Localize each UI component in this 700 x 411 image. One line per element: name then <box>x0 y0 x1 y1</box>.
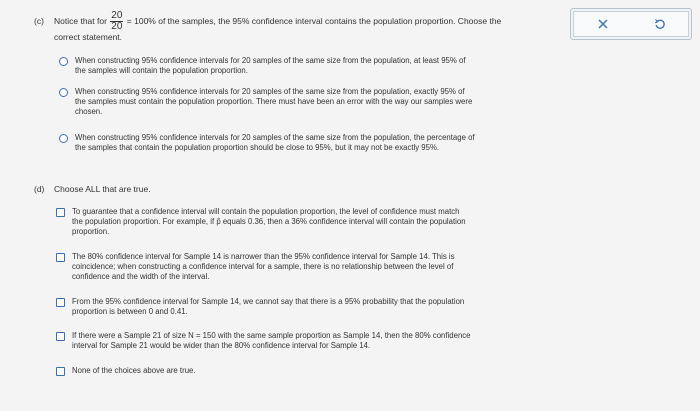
option-line: proportion. <box>72 227 110 236</box>
option-text <box>72 331 471 351</box>
undo-button[interactable] <box>640 13 680 35</box>
option-text <box>75 133 475 153</box>
answer-toolbar <box>570 8 692 40</box>
option-line: When constructing 95% confidence intervals for 20 samples of the same size from the population, the percentage of <box>75 133 475 142</box>
fraction <box>110 11 123 32</box>
part-c-label: (c) <box>34 16 44 26</box>
checkbox[interactable] <box>56 253 65 262</box>
radio-button[interactable] <box>59 57 68 66</box>
part-d-option-5[interactable] <box>56 366 196 376</box>
option-line: proportion is between 0 and 0.41. <box>72 307 188 316</box>
checkbox[interactable] <box>56 208 65 217</box>
prompt-before-text: Notice that for <box>54 15 107 26</box>
clear-button[interactable] <box>583 13 623 35</box>
part-c-option-3[interactable] <box>59 133 475 153</box>
option-line: None of the choices above are true. <box>72 366 196 375</box>
part-d-prompt: Choose ALL that are true. <box>54 184 151 194</box>
undo-icon <box>654 18 666 30</box>
option-text <box>72 252 455 282</box>
radio-button[interactable] <box>59 134 68 143</box>
option-text <box>75 56 466 76</box>
option-text <box>72 366 196 376</box>
radio-button[interactable] <box>59 88 68 97</box>
option-line: To guarantee that a confidence interval will contain the population proportion, the level of confidence must match <box>72 207 460 216</box>
option-line: the samples will contain the population proportion. <box>75 66 248 75</box>
option-line: coincidence; when constructing a confidence interval for a sample, there is no relationship between the level of <box>72 262 454 271</box>
part-c-prompt-line2: correct statement. <box>54 32 123 42</box>
checkbox[interactable] <box>56 367 65 376</box>
part-d-option-3[interactable] <box>56 297 464 317</box>
close-icon <box>598 19 608 29</box>
fraction-denominator: 20 <box>111 21 123 32</box>
part-d-label: (d) <box>34 184 45 194</box>
part-d-option-2[interactable] <box>56 252 455 282</box>
part-d-option-4[interactable] <box>56 331 471 351</box>
checkbox[interactable] <box>56 298 65 307</box>
option-text <box>75 87 472 117</box>
option-line: When constructing 95% confidence intervals for 20 samples of the same size from the population, exactly 95% of <box>75 87 465 96</box>
option-line: the samples must contain the population proportion. There must have been an error with the way our samples were <box>75 97 473 106</box>
option-line: interval for Sample 21 would be wider than the 80% confidence interval for Sample 14. <box>72 341 371 350</box>
option-line: When constructing 95% confidence intervals for 20 samples of the same size from the population, at least 95% of <box>75 56 466 65</box>
prompt-after-text: = 100% of the samples, the 95% confidence interval contains the population proportion. Choose the <box>126 15 502 26</box>
fraction-numerator: 20 <box>111 10 123 21</box>
option-line: The 80% confidence interval for Sample 14 is narrower than the 95% confidence interval for Sample 14. This is <box>72 252 455 261</box>
part-d-option-1[interactable] <box>56 207 466 237</box>
option-text <box>72 207 466 237</box>
option-line: the samples that contain the population proportion should be close to 95%, but it may not be exactly 95%. <box>75 143 440 152</box>
part-c-option-1[interactable] <box>59 56 466 76</box>
option-line: From the 95% confidence interval for Sample 14, we cannot say that there is a 95% probability that the population <box>72 297 465 306</box>
answer-toolbar-inner <box>573 11 689 37</box>
option-line: chosen. <box>75 107 103 116</box>
option-line: confidence and the width of the interval. <box>72 272 210 281</box>
part-c-prompt <box>54 11 559 32</box>
option-line: If there were a Sample 21 of size N = 150 with the same sample proportion as Sample 14, then the 80% confidence <box>72 331 471 340</box>
option-line: the population proportion. For example, if p̂ equals 0.36, then a 36% confidence interval will contain the population <box>72 217 466 226</box>
checkbox[interactable] <box>56 332 65 341</box>
part-c-option-2[interactable] <box>59 87 472 117</box>
option-text <box>72 297 464 317</box>
